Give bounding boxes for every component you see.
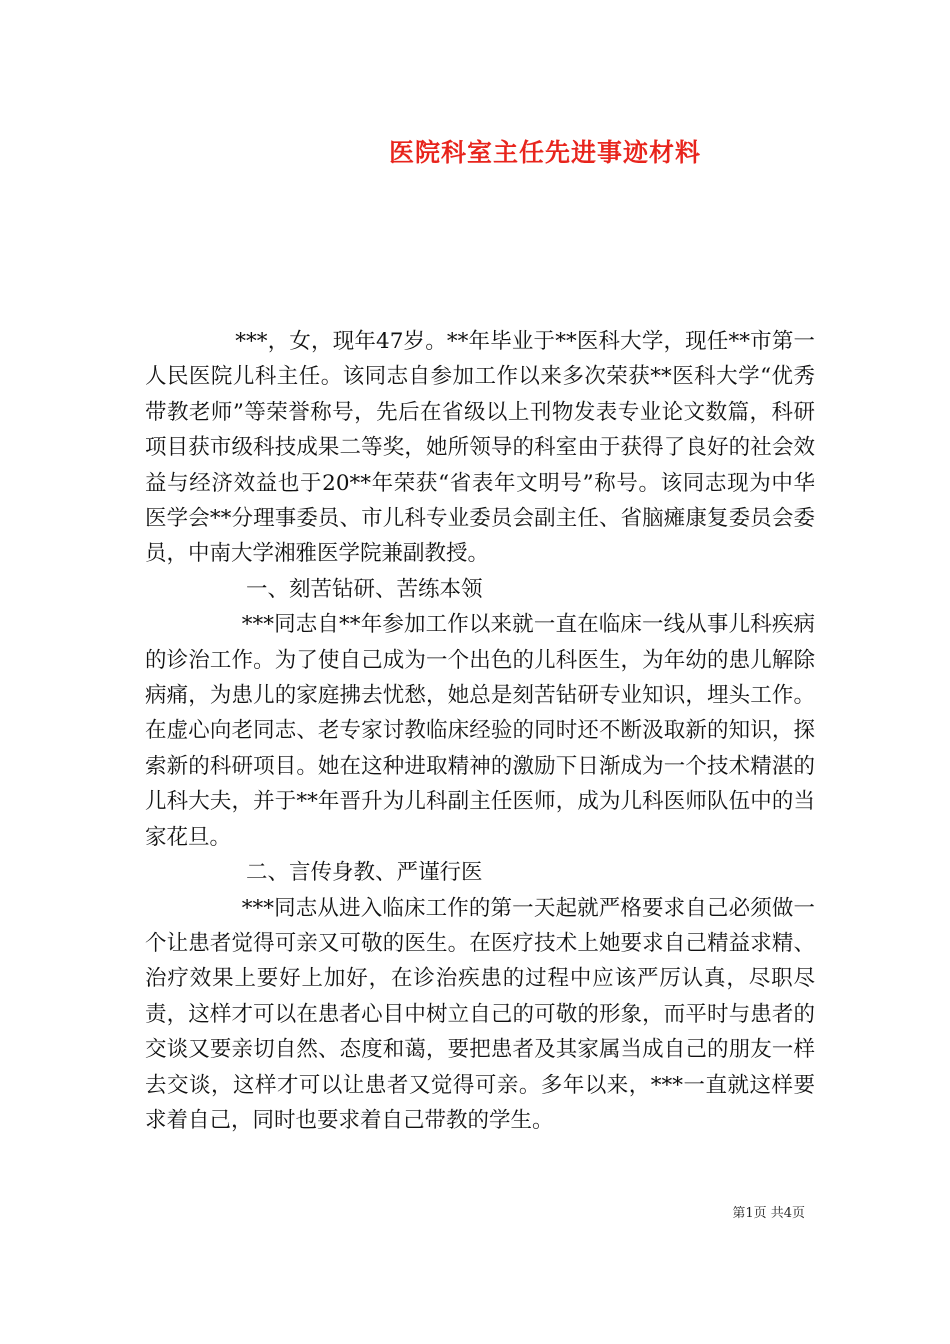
document-body [145,324,815,1138]
section-2-paragraph: ***同志从进入临床工作的第一天起就严格要求自己必须做一个让患者觉得可亲又可敬的医生。在医疗技术上她要求自己精益求精、治疗效果上要好上加好，在诊治疾患的过程中应该严厉认真，尽职尽责，这样才可以在患者心目中树立自己的可敬的形象，而平时与患者的交谈又要亲切自然、态度和蔼，要把患者及其家属当成自己的朋友一样去交谈，这样才可以让患者又觉得可亲。多年以来，***一直就这样要求着自己，同时也要求着自己带教的学生。 [145,895,815,1133]
section-heading-2: 二、言传身教、严谨行医 [246,860,483,886]
section-1-paragraph: ***同志自**年参加工作以来就一直在临床一线从事儿科疾病的诊治工作。为了使自己成为一个出色的儿科医生，为年幼的患儿解除病痛，为患儿的家庭拂去忧愁，她总是刻苦钻研专业知识，埋头工作。在虚心向老同志、老专家讨教临床经验的同时还不断汲取新的知识，探索新的科研项目。她在这种进取精神的激励下日渐成为一个技术精湛的儿科大夫，并于**年晋升为儿科副主任医师，成为儿科医师队伍中的当家花旦。 [145,612,815,850]
document-title: 医院科室主任先进事迹材料 [388,138,701,167]
page-number: 第1页 共4页 [732,1206,805,1221]
section-heading-1: 一、刻苦钻研、苦练本领 [246,576,483,602]
intro-paragraph: ***，女，现年47岁。**年毕业于**医科大学，现任**市第一人民医院儿科主任。该同志自参加工作以来多次荣获**医科大学“优秀带教老师”等荣誉称号，先后在省级以上刊物发表专业论文数篇，科研项目获市级科技成果二等奖，她所领导的科室由于获得了良好的社会效益与经济效益也于20**年荣获“省表年文明号”称号。该同志现为中华医学会**分理事委员、市儿科专业委员会副主任、省脑瘫康复委员会委员，中南大学湘雅医学院兼副教授。 [145,329,815,567]
